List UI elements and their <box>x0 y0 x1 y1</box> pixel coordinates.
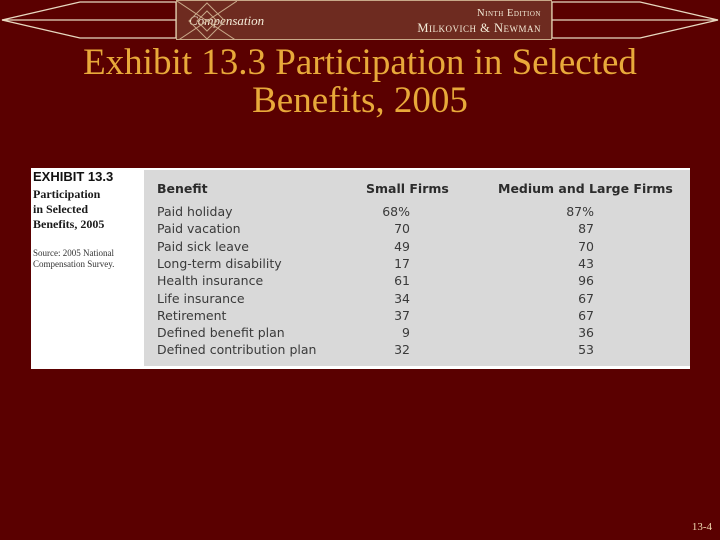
table-row <box>144 342 690 359</box>
exhibit-source: Source: 2005 National Compensation Survey. <box>33 248 115 269</box>
small-firms-cell: 70 <box>394 221 410 237</box>
benefit-cell: Paid sick leave <box>157 238 249 254</box>
exhibit-figure <box>31 168 690 369</box>
slide-title-line-2: Benefits, 2005 <box>252 80 468 121</box>
benefit-cell: Life insurance <box>157 290 245 306</box>
small-firms-cell: 49 <box>394 238 410 254</box>
table-row <box>144 239 690 256</box>
benefit-cell: Defined contribution plan <box>157 342 317 358</box>
medium-large-firms-cell: 43 <box>578 255 594 271</box>
edition-text: Ninth Edition <box>477 8 541 19</box>
medium-large-firms-cell: 96 <box>578 273 594 289</box>
header-banner <box>0 0 720 40</box>
edition-block <box>417 6 541 36</box>
header-small-firms: Small Firms <box>366 181 449 196</box>
small-firms-cell: 32 <box>394 342 410 358</box>
slide-title-line-1: Exhibit 13.3 Participation in Selected <box>83 42 637 83</box>
exhibit-caption-panel <box>31 168 144 369</box>
table-row <box>144 325 690 342</box>
benefits-table <box>144 170 690 366</box>
table-row <box>144 291 690 308</box>
medium-large-firms-cell: 70 <box>578 238 594 254</box>
small-firms-cell: 37 <box>394 307 410 323</box>
small-firms-cell: 9 <box>402 325 410 341</box>
medium-large-firms-cell: 36 <box>578 325 594 341</box>
brand-logo: Compensation <box>189 13 265 28</box>
medium-large-firms-cell: 53 <box>578 342 594 358</box>
small-firms-cell: 17 <box>394 255 410 271</box>
medium-large-firms-cell: 87 <box>578 221 594 237</box>
small-firms-cell: 61 <box>394 273 410 289</box>
authors-text: Milkovich & Newman <box>417 21 541 35</box>
header-medium-large-firms: Medium and Large Firms <box>498 181 673 196</box>
slide-title <box>0 44 720 120</box>
benefit-cell: Paid holiday <box>157 204 233 219</box>
header-benefit: Benefit <box>157 181 208 196</box>
benefit-cell: Health insurance <box>157 273 264 289</box>
table-row <box>144 204 690 221</box>
medium-large-firms-cell: 67 <box>578 290 594 306</box>
small-firms-cell: 68% <box>382 204 410 219</box>
benefit-cell: Long-term disability <box>157 255 282 271</box>
exhibit-caption: Participation in Selected Benefits, 2005 <box>33 187 105 231</box>
table-row <box>144 273 690 290</box>
table-row <box>144 221 690 238</box>
table-row <box>144 256 690 273</box>
benefit-cell: Paid vacation <box>157 221 241 237</box>
table-row <box>144 308 690 325</box>
medium-large-firms-cell: 87% <box>566 204 594 219</box>
benefit-cell: Retirement <box>157 307 227 323</box>
page-number: 13-4 <box>691 521 712 533</box>
exhibit-label: EXHIBIT 13.3 <box>33 169 114 184</box>
small-firms-cell: 34 <box>394 290 410 306</box>
banner-panel <box>176 0 552 40</box>
benefit-cell: Defined benefit plan <box>157 325 285 341</box>
medium-large-firms-cell: 67 <box>578 307 594 323</box>
diamond-motif-icon <box>177 1 237 40</box>
